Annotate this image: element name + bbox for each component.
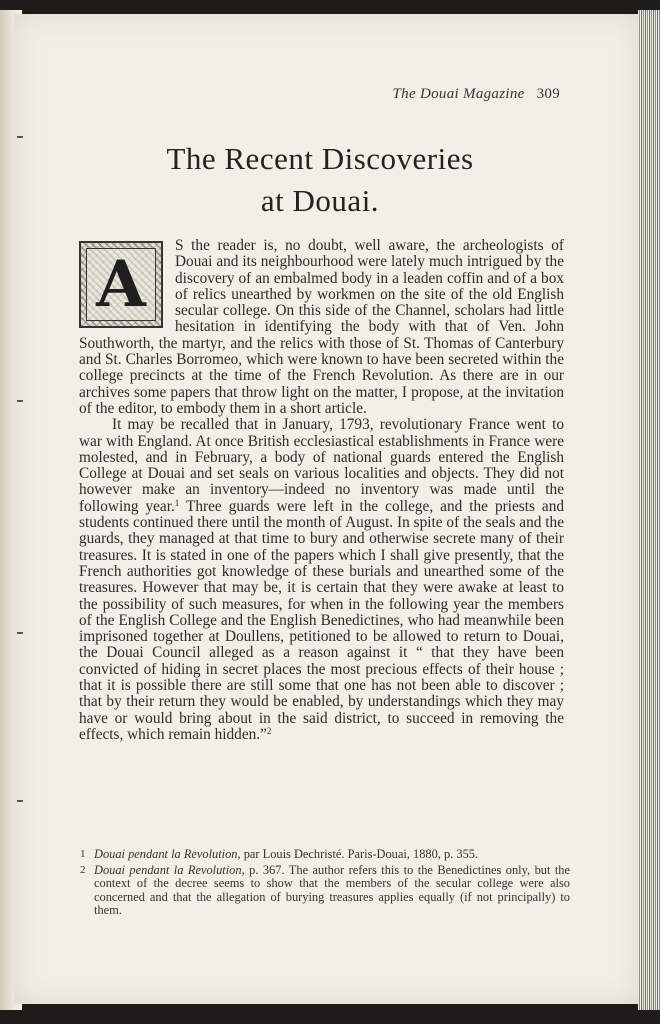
- page-edges: [638, 10, 660, 1010]
- footnote-mark: 2: [80, 864, 86, 877]
- running-head: [393, 86, 560, 103]
- footnote-source-title: Douai pendant la Revolution,: [94, 863, 245, 878]
- footnote-mark: 1: [80, 848, 86, 860]
- page-number: 309: [536, 86, 560, 102]
- margin-mark: [17, 800, 23, 802]
- ornamental-drop-cap: [79, 241, 163, 328]
- magazine-name: The Douai Magazine: [392, 86, 525, 102]
- footnote-2: [80, 864, 570, 917]
- margin-mark: [17, 400, 23, 402]
- footnotes: [80, 848, 570, 920]
- paragraph-2-part-2: Three guards were left in the college, and the priests and students continued there until the month of August. In spite of the seals and the guards, they managed at that time to bury and otherwise secrete many of their treasures. It is stated in one of the papers which I shall give presently, that the French authorities got knowledge of these burials and unearthed some of the treasures. However that may be, it is certain that they were awake at least to the possibility of such measures, for when in the following year the members of the English College and the English Benedictines, who had meanwhile been imprisoned together at Doullens, petitioned to be allowed to return to Douai, the Douai Council alleged as a reason against it “ that they have been convicted of hiding in secret places the most precious effects of their house ; that it is possible there are still some that one has not been able to discover ; that by their return they would be enabled, by understandings which they may have or would bring about in the said district, to succeed in removing the effects, which remain hidden.”: [79, 497, 564, 743]
- paragraph-2-part-1: It may be recalled that in January, 1793, revolutionary France went to war with England. At once British ecclesiastical establishments in France were molested, and in February, a body of national guards entered the English College at Douai and set seals on various localities and objects. They did not however make an inventory—indeed no inventory was made until the following year.: [79, 416, 564, 515]
- article-body: [79, 238, 564, 743]
- paragraph-1-text: S the reader is, no doubt, well aware, the archeologists of Douai and its neighbourhood were lately much intrigued by the discovery of an embalmed body in a leaden coffin and of a box of relics unearthed by workmen on the site of the old English secular college. On this side of the Channel, scholars had little hesitation in identifying the body with that of Ven. John Southworth, the martyr, and the relics with those of St. Thomas of Canterbury and St. Charles Borromeo, which were known to have been secreted within the college precincts at the time of the French Revolution. As there are in our archives some papers that throw light on the matter, I propose, at the invitation of the editor, to embody them in a short article.: [79, 237, 564, 417]
- footnote-text: p. 367. The author refers this to the Benedictines only, but the context of the decree seems to show that the members of the secular college were also concerned and that the allegation of burying treasures applies equally (if not principally) to them.: [94, 863, 570, 917]
- footnote-1: [80, 848, 570, 861]
- footnote-ref-1: 1: [174, 497, 180, 508]
- footnote-source-title: Douai pendant la Revolution,: [94, 847, 241, 861]
- footnote-ref-2: 2: [266, 725, 272, 736]
- footnote-text: par Louis Dechristé. Paris-Douai, 1880, p. 355.: [240, 847, 479, 861]
- paragraph-2: [79, 417, 564, 743]
- margin-mark: [17, 136, 23, 138]
- title-line-1: The Recent Discoveries: [166, 141, 474, 176]
- paragraph-1: [79, 238, 564, 417]
- margin-mark: [17, 632, 23, 634]
- title-line-2: at Douai.: [260, 183, 380, 218]
- drop-cap-letter: A: [96, 246, 146, 322]
- article-title: [60, 138, 580, 222]
